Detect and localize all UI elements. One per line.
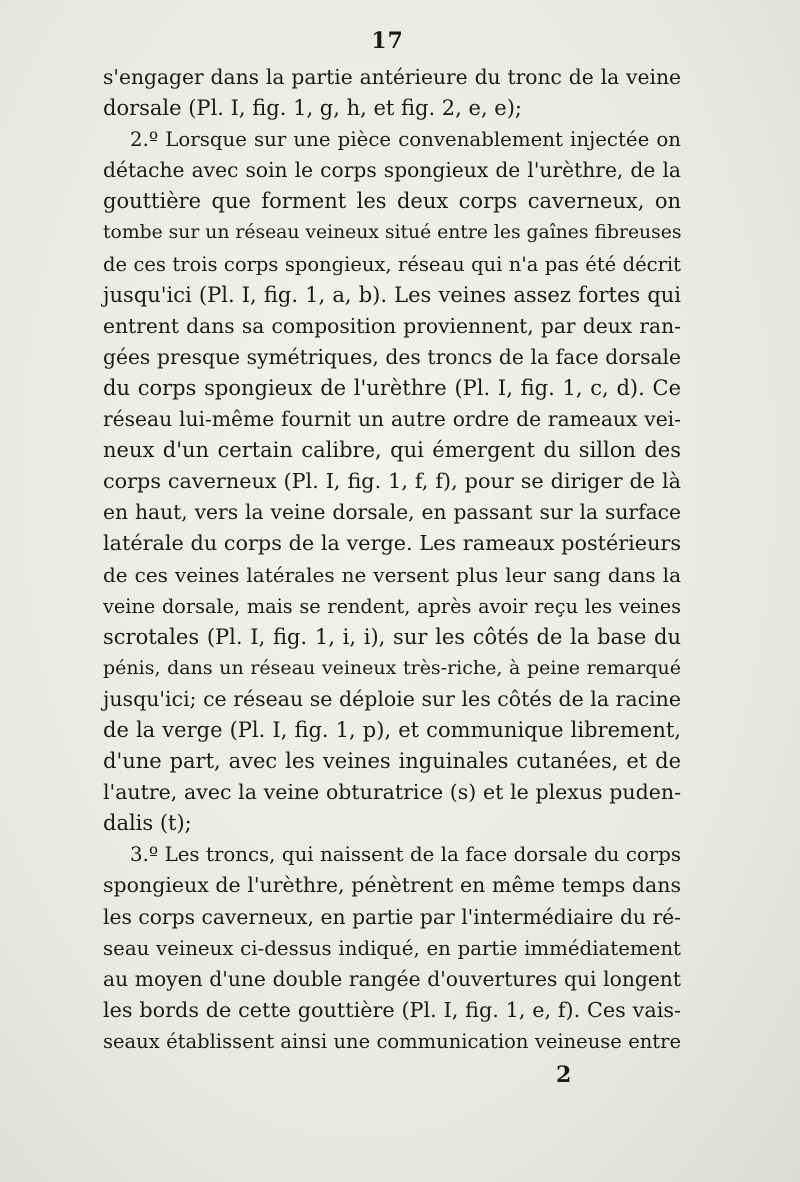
text-line: dorsale (Pl. I, fig. 1, g, h, et fig. 2, e, e); — [103, 96, 522, 121]
text-line: jusqu'ici; ce réseau se déploie sur les côtés de la racine — [103, 686, 681, 711]
text-line: de ces trois corps spongieux, réseau qui n'a pas été décrit — [103, 252, 681, 276]
text-line: tombe sur un réseau veineux situé entre les gaînes fibreuses — [103, 222, 682, 244]
text-line: entrent dans sa composition proviennent, par deux ran- — [103, 313, 681, 338]
text-line: de ces veines latérales ne versent plus leur sang dans la — [103, 562, 681, 587]
text-line: l'autre, avec la veine obturatrice (s) et le plexus puden- — [103, 780, 681, 805]
text-line: du corps spongieux de l'urèthre (Pl. I, fig. 1, c, d). Ce — [103, 375, 681, 400]
page-number: 17 — [371, 28, 404, 54]
text-line: neux d'un certain calibre, qui émergent du sillon des — [103, 438, 681, 463]
text-line: 2.º Lorsque sur une pièce convenablement injectée on — [130, 128, 681, 152]
text-line: gouttière que forment les deux corps caverneux, on — [103, 189, 681, 214]
text-line: en haut, vers la veine dorsale, en passant sur la surface — [103, 500, 681, 525]
text-line: réseau lui-même fournit un autre ordre de rameaux vei- — [103, 407, 681, 432]
text-line: seaux établissent ainsi une communication veineuse entre — [103, 1029, 681, 1053]
text-line: jusqu'ici (Pl. I, fig. 1, a, b). Les veines assez fortes qui — [103, 282, 681, 307]
text-line: spongieux de l'urèthre, pénètrent en même temps dans — [103, 873, 681, 898]
text-line: latérale du corps de la verge. Les rameaux postérieurs — [103, 531, 681, 556]
text-line: au moyen d'une double rangée d'ouvertures qui longent — [103, 966, 681, 991]
text-line: les corps caverneux, en partie par l'intermédiaire du ré- — [103, 904, 681, 929]
text-line: pénis, dans un réseau veineux très-riche, à peine remarqué — [103, 656, 681, 679]
signature-mark: 2 — [556, 1062, 572, 1088]
text-line: 3.º Les troncs, qui naissent de la face dorsale du corps — [130, 843, 681, 867]
text-line: seau veineux ci-dessus indiqué, en partie immédiatement — [103, 936, 681, 960]
text-line: corps caverneux (Pl. I, fig. 1, f, f), pour se diriger de là — [103, 469, 681, 494]
text-line: détache avec soin le corps spongieux de l'urèthre, de la — [103, 158, 681, 183]
text-line: de la verge (Pl. I, fig. 1, p), et communique librement, — [103, 717, 681, 742]
text-line: dalis (t); — [103, 811, 192, 836]
text-line: s'engager dans la partie antérieure du tronc de la veine — [103, 65, 681, 89]
text-line: d'une part, avec les veines inguinales cutanées, et de — [103, 749, 681, 774]
text-line: veine dorsale, mais se rendent, après avoir reçu les veines — [103, 594, 681, 618]
body-text — [103, 62, 681, 1057]
text-line: gées presque symétriques, des troncs de la face dorsale — [103, 344, 681, 369]
text-line: scrotales (Pl. I, fig. 1, i, i), sur les côtés de la base du — [103, 624, 681, 649]
text-line: les bords de cette gouttière (Pl. I, fig. 1, e, f). Ces vais- — [103, 997, 681, 1022]
